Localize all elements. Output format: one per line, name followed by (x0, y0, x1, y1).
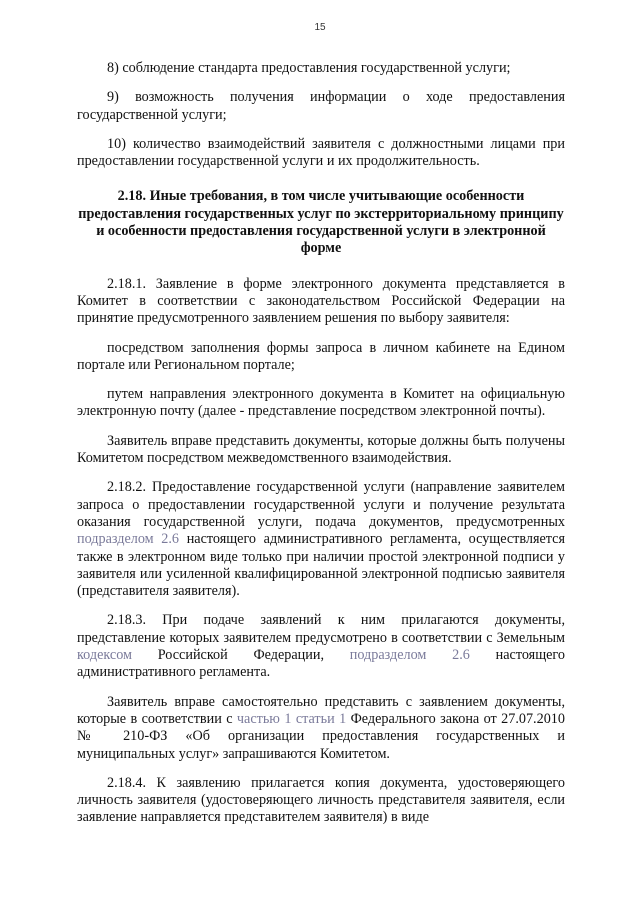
list-item-10: 10) количество взаимодействий заявителя с должностными лицами при предоставлении государственной услуги и их продолжительность. (77, 135, 565, 170)
paragraph-2-18-3 (77, 612, 565, 681)
paragraph-docs-right: Заявитель вправе представить документы, которые должны быть получены Комитетом посредством межведомственного взаимодействия. (77, 432, 565, 467)
section-heading: 2.18. Иные требования, в том числе учитывающие особенности предоставления государственных услуг по экстерриториальному принципу и особенности предоставления государственной услуги в электронной форме (78, 188, 564, 257)
list-item-9: 9) возможность получения информации о ходе предоставления государственной услуги; (77, 89, 565, 123)
law-article-link[interactable]: частью 1 статьи 1 (236, 710, 347, 727)
text-segment: настоящего административного регламента. (77, 647, 565, 681)
paragraph-2-18-4: 2.18.4. К заявлению прилагается копия документа, удостоверяющего личность заявителя (удостоверяющего личность представителя заявителя, если заявление направляется представителем заявителя) в виде (77, 774, 565, 826)
page-number: 15 (314, 22, 326, 33)
paragraph-email: путем направления электронного документа в Комитет на официальную электронную почту (далее - представление посредством электронной почты). (77, 386, 565, 420)
document-body (77, 60, 565, 839)
paragraph-portal: посредством заполнения формы запроса в личном кабинете на Едином портале или Региональном портале; (77, 339, 565, 373)
paragraph-self-submit (77, 694, 565, 763)
text-segment: Заявитель вправе самостоятельно представить с заявлением документы, которые в соответствии с (77, 693, 565, 727)
list-item-8: 8) соблюдение стандарта предоставления государственной услуги; (107, 60, 511, 76)
text-segment: 2.18.2. Предоставление государственной услуги (направление заявителем запроса о предоставлении государственной услуги и получение результата оказания государственной услуги, подача документов, предусмотренных (77, 479, 565, 530)
text-segment: Российской Федерации, (132, 647, 350, 664)
paragraph-2-18-2 (77, 479, 565, 600)
text-segment: Федерального закона от 27.07.2010 № 210-ФЗ «Об организации предоставления государственных и муниципальных услуг» запрашиваются Комитетом. (77, 710, 565, 762)
code-link[interactable]: кодексом (77, 647, 133, 664)
subsection-link[interactable]: подразделом 2.6 (349, 647, 470, 664)
paragraph-2-18-1: 2.18.1. Заявление в форме электронного документа представляется в Комитет в соответствии с законодательством Российской Федерации на принятие предусмотренного заявлением решения по выбору заявителя: (77, 275, 565, 327)
subsection-link[interactable]: подразделом 2.6 (77, 531, 180, 548)
text-segment: 2.18.3. При подаче заявлений к ним прилагаются документы, представление которых заявителем предусмотрено в соответствии с Земельным (77, 612, 565, 646)
text-segment: настоящего административного регламента, осуществляется также в электронном виде только при наличии простой электронной подписи у заявителя или усиленной квалифицированной электронной подписью заявителя (представителя заявителя). (77, 531, 565, 600)
